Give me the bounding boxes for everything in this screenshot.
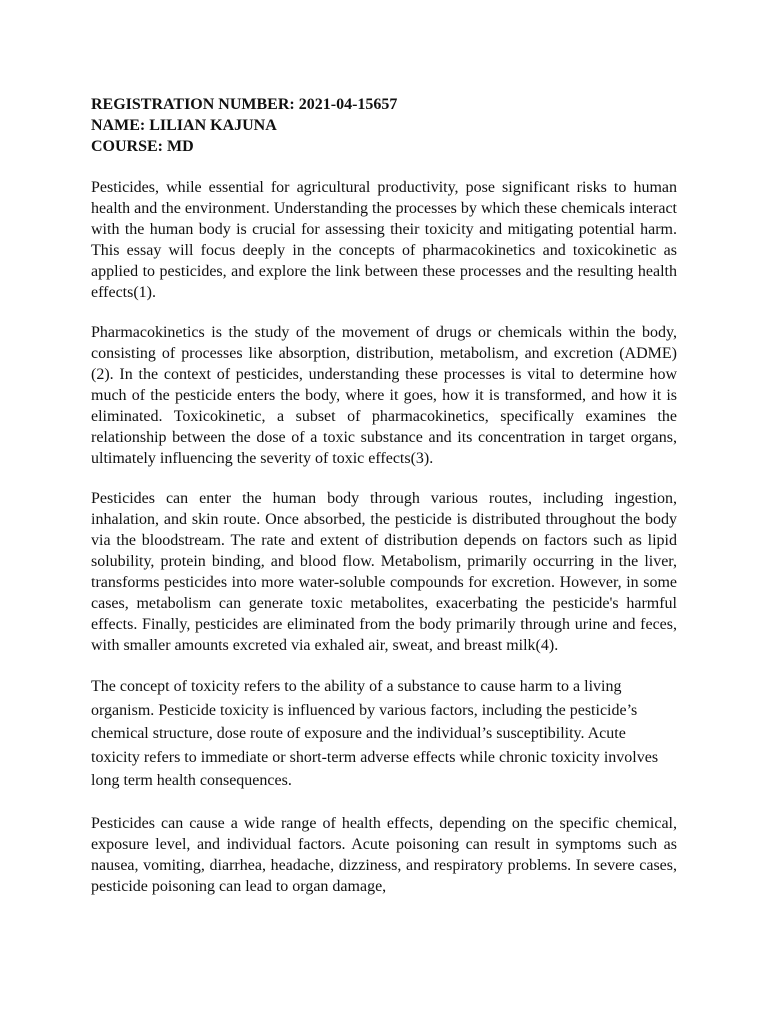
name-value: LILIAN KAJUNA [149, 117, 277, 134]
paragraph-pharmacokinetics: Pharmacokinetics is the study of the movement of drugs or chemicals within the body, consisting of processes like absorption, distribution, metabolism, and excretion (ADME)(2). In the context of pesticides, understanding these processes is vital to determine how much of the pesticide enters the body, where it goes, how it is transformed, and how it is eliminated. Toxicokinetic, a subset of pharmacokinetics, specifically examines the relationship between the dose of a toxic substance and its concentration in target organs, ultimately influencing the severity of toxic effects(3). [91, 324, 677, 467]
paragraph-introduction: Pesticides, while essential for agricultural productivity, pose significant risks to human health and the environment. Understanding the processes by which these chemicals interact with the human body is crucial for assessing their toxicity and mitigating potential harm. This essay will focus deeply in the concepts of pharmacokinetics and toxicokinetic as applied to pesticides, and explore the link between these processes and the resulting health effects(1). [91, 179, 677, 301]
registration-value: 2021-04-15657 [298, 96, 398, 113]
name-line [91, 115, 677, 136]
paragraph-toxicity: The concept of toxicity refers to the ability of a substance to cause harm to a living organism. Pesticide toxicity is influenced by various factors, including the pesticide’s chemical structure, dose route of exposure and the individual’s susceptibility. Acute toxicity refers to immediate or short-term adverse effects while chronic toxicity involves long term health consequences. [91, 678, 659, 789]
document-header [91, 94, 677, 157]
paragraph-health-effects: Pesticides can cause a wide range of health effects, depending on the specific chemical, exposure level, and individual factors. Acute poisoning can result in symptoms such as nausea, vomiting, diarrhea, headache, dizziness, and respiratory problems. In severe cases, pesticide poisoning can lead to organ damage, [91, 814, 677, 895]
course-line [91, 136, 677, 157]
name-label: NAME: [91, 117, 146, 134]
paragraph-routes-of-entry: Pesticides can enter the human body through various routes, including ingestion, inhalation, and skin route. Once absorbed, the pesticide is distributed throughout the body via the bloodstream. The rate and extent of distribution depends on factors such as lipid solubility, protein binding, and blood flow. Metabolism, primarily occurring in the liver, transforms pesticides into more water-soluble compounds for excretion. However, in some cases, metabolism can generate toxic metabolites, exacerbating the pesticide's harmful effects. Finally, pesticides are eliminated from the body primarily through urine and feces, with smaller amounts excreted via exhaled air, sweat, and breast milk(4). [91, 490, 677, 654]
registration-number-line [91, 94, 677, 115]
course-label: COURSE: [91, 138, 164, 155]
registration-label: REGISTRATION NUMBER: [91, 96, 295, 113]
document-page [91, 94, 677, 916]
course-value: MD [167, 138, 194, 155]
